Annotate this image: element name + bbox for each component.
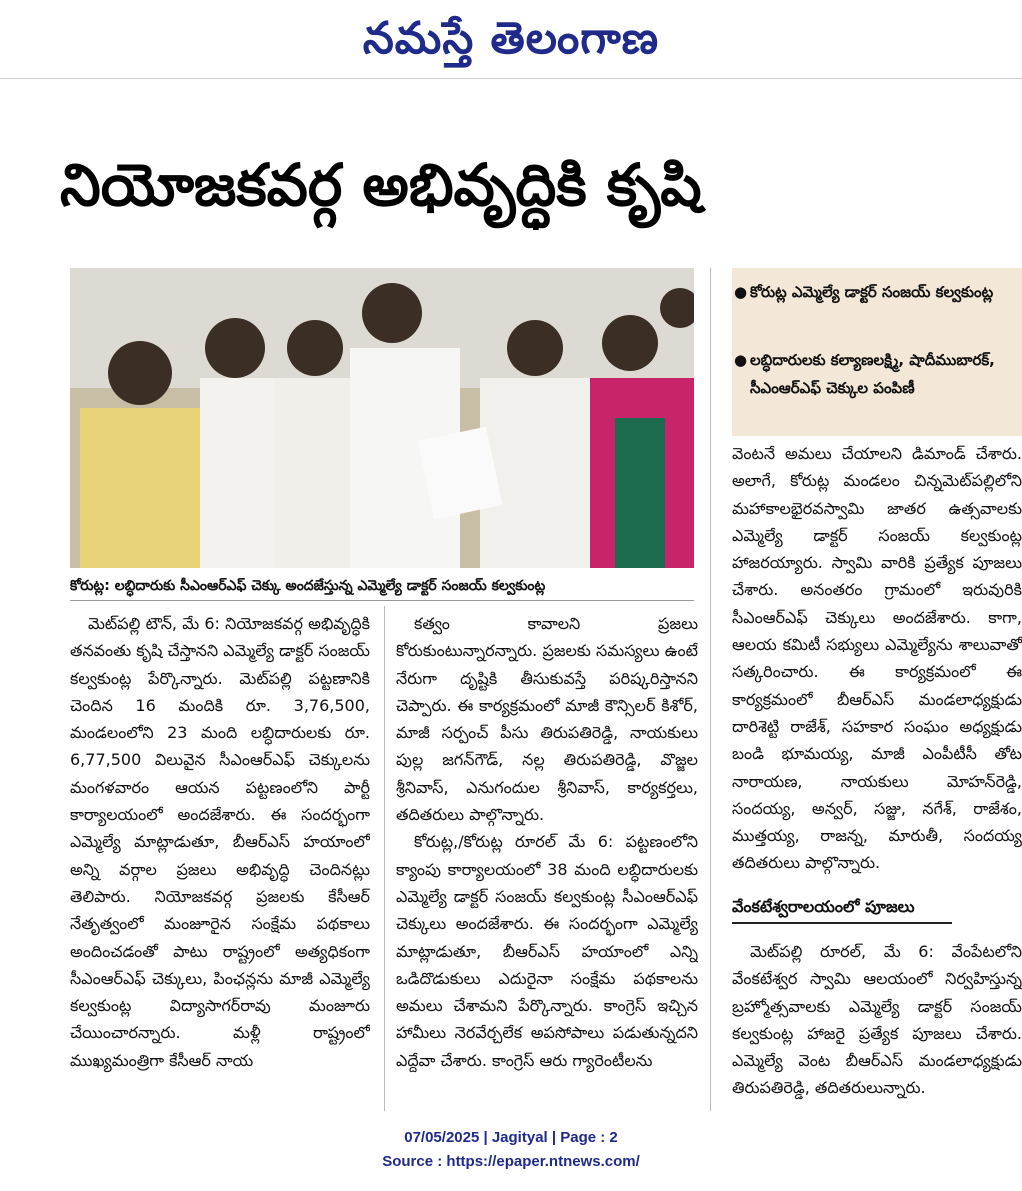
subheading: వేంకటేశ్వరాలయంలో పూజలు (732, 897, 915, 916)
article-column-1 (70, 610, 370, 1110)
highlight-item (734, 278, 1020, 338)
article-paragraph: వెంటనే అమలు చేయాలని డిమాండ్ చేశారు. అలాగే, కోరుట్ల మండలం చిన్నమెట్‌పల్లిలోని మహాకాలభైరవస్వామి జాతర ఉత్సవాలకు ఎమ్మెల్యే డాక్టర్ సంజయ్ కల్వకుంట్ల హాజరయ్యారు. స్వామి వారికి ప్రత్యేక పూజలు చేశారు. అనంతరం గ్రామంలో ఇరువురికి సీఎంఆర్‌ఎఫ్ చెక్కులు అందజేశారు. కాగా, ఆలయ కమిటీ సభ్యులు ఎమ్మెల్యేను శాలువాతో సత్కరించారు. ఈ కార్యక్రమంలో ఈ కార్యక్రమంలో బీఆర్‌ఎస్ మండలాధ్యక్షుడు దారిశెట్టి రాజేశ్, సహకార సంఘం అధ్యక్షుడు బండి భూమయ్య, మాజీ ఎంపీటీసీ తోట నారాయణ, నాయకులు మోహన్‌రెడ్డి, సందయ్య, అన్వర్, సజ్జు, నగేశ్, రాజేశం, ముత్తయ్య, రాజన్న, మారుతీ, సందయ్య తదితరులు పాల్గొన్నారు. (732, 444, 1022, 873)
highlight-text: లబ్ధిదారులకు కల్యాణలక్ష్మి, షాదీముబారక్, సీఎంఆర్‌ఎఫ్ చెక్కుల పంపిణీ (750, 351, 995, 397)
highlights-box (732, 268, 1022, 436)
article-column-3 (732, 440, 1022, 886)
article-paragraph: మెట్‌పల్లి రూరల్, మే 6: వేంపేటలోని వేంకటేశ్వర స్వామి ఆలయంలో నిర్వహిస్తున్న బ్రహ్మోత్సవాలకు ఎమ్మెల్యే డాక్టర్ సంజయ్ కల్వకుంట్ల హాజరై ప్రత్యేక పూజలు చేశారు. ఎమ్మెల్యే వెంట బీఆర్‌ఎస్ మండలాధ్యక్షుడు తిరుపతిరెడ్డి, తదితరులున్నారు. (732, 942, 1022, 1098)
bullet-icon: ● (734, 351, 748, 369)
article-paragraph: మెట్‌పల్లి టౌన్, మే 6: నియోజకవర్గ అభివృద్ధికి తనవంతు కృషి చేస్తానని ఎమ్మెల్యే డాక్టర్ సంజయ్ కల్వకుంట్ల పేర్కొన్నారు. మెట్‌పల్లి పట్టణానికి చెందిన 16 మందికి రూ. 3,76,500, మండలంలోని 23 మంది లబ్ధిదారులకు రూ. 6,77,500 విలువైన సీఎంఆర్‌ఎఫ్ చెక్కులను మంగళవారం ఆయన పట్టణంలోని పార్టీ కార్యాలయంలో అందజేశారు. ఈ సందర్భంగా ఎమ్మెల్యే మాట్లాడుతూ, బీఆర్‌ఎస్ హయాంలో అన్ని వర్గాల ప్రజలు అభివృద్ధి చెందినట్లు తెలిపారు. నియోజకవర్గ ప్రజలకు కేసీఆర్ నేతృత్వంలో మంజూరైన సంక్షేమ పథకాలు అందించడంతో పాటు రాష్ట్రంలో అత్యధికంగా సీఎంఆర్‌ఎఫ్ చెక్కులు, పింఛన్లను మాజీ ఎమ్మెల్యే కల్వకుంట్ల విద్యాసాగర్‌రావు మంజూరు చేయించారన్నారు. మళ్లీ రాష్ట్రంలో ముఖ్యమంత్రిగా కేసీఆర్ నాయ (70, 614, 370, 1070)
article-column-3-continued (732, 938, 1022, 1110)
footer-source-line: Source : https://epaper.ntnews.com/ (382, 1153, 640, 1170)
bullet-icon: ● (734, 283, 748, 301)
masthead-title: నమస్తే తెలంగాణ (362, 13, 660, 64)
caption-divider (70, 600, 694, 601)
column-divider (710, 268, 711, 1111)
headline: నియోజకవర్గ అభివృద్ధికి కృషి (60, 151, 702, 219)
article-paragraph: కత్వం కావాలని ప్రజలు కోరుకుంటున్నారన్నారు. ప్రజలకు సమస్యలు ఉంటే నేరుగా దృష్టికి తీసుకువస్తే పరిష్కరిస్తానని చెప్పారు. ఈ కార్యక్రమంలో మాజీ కౌన్సిలర్ కిశోర్, మాజీ సర్పంచ్ పీసు తిరుపతిరెడ్డి, నాయకులు పుల్ల జగన్‌గౌడ్, నల్ల తిరుపతిరెడ్డి, వొజ్జల శ్రీనివాస్, ఎనుగందుల శ్రీనివాస్, కార్యకర్తలు, తదితరులు పాల్గొన్నారు. (396, 614, 698, 825)
column-divider (384, 606, 385, 1111)
photo-caption: కోరుట్ల: లబ్ధిదారుకు సీఎంఆర్‌ఎఫ్ చెక్కు అందజేస్తున్న ఎమ్మెల్యే డాక్టర్ సంజయ్ కల్వకుంట్ల (70, 578, 546, 594)
news-photo-icon (70, 268, 694, 568)
masthead-divider (0, 78, 1022, 79)
highlight-text: కోరుట్ల ఎమ్మెల్యే డాక్టర్ సంజయ్ కల్వకుంట్ల (750, 283, 994, 301)
article-paragraph: కోరుట్ల,/కోరుట్ల రూరల్ మే 6: పట్టణంలోని క్యాంపు కార్యాలయంలో 38 మంది లబ్ధిదారులకు ఎమ్మెల్యే డాక్టర్ సంజయ్ కల్వకుంట్ల సీఎంఆర్‌ఎఫ్ చెక్కులు అందజేశారు. ఈ సందర్భంగా ఎమ్మెల్యే మాట్లాడుతూ, బీఆర్‌ఎస్ హయాంలో ఎన్ని ఒడిదొడుకులు ఎదురైనా సంక్షేమ పథకాలను అమలు చేశామని పేర్కొన్నారు. కాంగ్రెస్ ఇచ్చిన హామీలు నెరవేర్చలేక అపసోపాలు పడుతున్నదని ఎద్దేవా చేశారు. కాంగ్రెస్ ఆరు గ్యారెంటీలను (396, 832, 698, 1070)
article-column-2 (396, 610, 698, 1110)
news-photo (70, 268, 694, 568)
subheading-underline (732, 922, 952, 924)
highlight-item (734, 346, 1020, 430)
footer-date-line: 07/05/2025 | Jagityal | Page : 2 (404, 1129, 618, 1146)
